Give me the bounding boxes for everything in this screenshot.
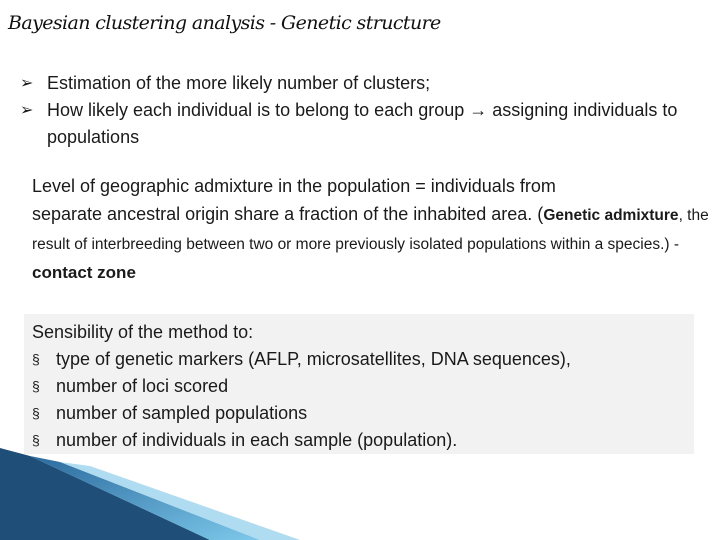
admixture-line-2: separate ancestral origin share a fraction of the inhabited area. (: [32, 204, 544, 224]
genetic-admixture-term: Genetic admixture: [543, 207, 679, 224]
admixture-paragraph: [32, 172, 712, 287]
decorative-swoosh: [0, 448, 720, 540]
bullet-text: Estimation of the more likely number of clusters;: [47, 73, 431, 93]
list-item: [32, 400, 694, 427]
list-item-text: number of individuals in each sample (population).: [56, 430, 458, 450]
bullet-text: How likely each individual is to belong to each group → assigning individuals to populations: [47, 100, 678, 147]
section-bullet-icon: §: [32, 351, 40, 367]
contact-zone-label: contact zone: [32, 263, 136, 282]
section-bullet-icon: §: [32, 378, 40, 394]
list-item: [32, 373, 694, 400]
section-bullet-icon: §: [32, 432, 40, 448]
list-item-text: type of genetic markers (AFLP, microsatellites, DNA sequences),: [56, 349, 571, 369]
list-item-text: number of sampled populations: [56, 403, 308, 423]
bullet-item: [20, 97, 700, 151]
admixture-definition: , the result of interbreeding between two or more previously isolated populations within a species.) -: [32, 207, 709, 253]
sensibility-heading: Sensibility of the method to:: [32, 322, 254, 342]
slide-title: Bayesian clustering analysis - Genetic structure: [8, 12, 441, 34]
section-bullet-icon: §: [32, 405, 40, 421]
admixture-line-1: Level of geographic admixture in the population = individuals from: [32, 176, 556, 196]
bullet-item: [20, 70, 700, 97]
list-item: [32, 346, 694, 373]
arrowhead-bullet-icon: ➢: [20, 102, 34, 119]
sensibility-box: [24, 314, 694, 454]
list-item-text: number of loci scored: [56, 376, 229, 396]
bullet-list: [20, 70, 700, 151]
arrowhead-bullet-icon: ➢: [20, 75, 34, 92]
